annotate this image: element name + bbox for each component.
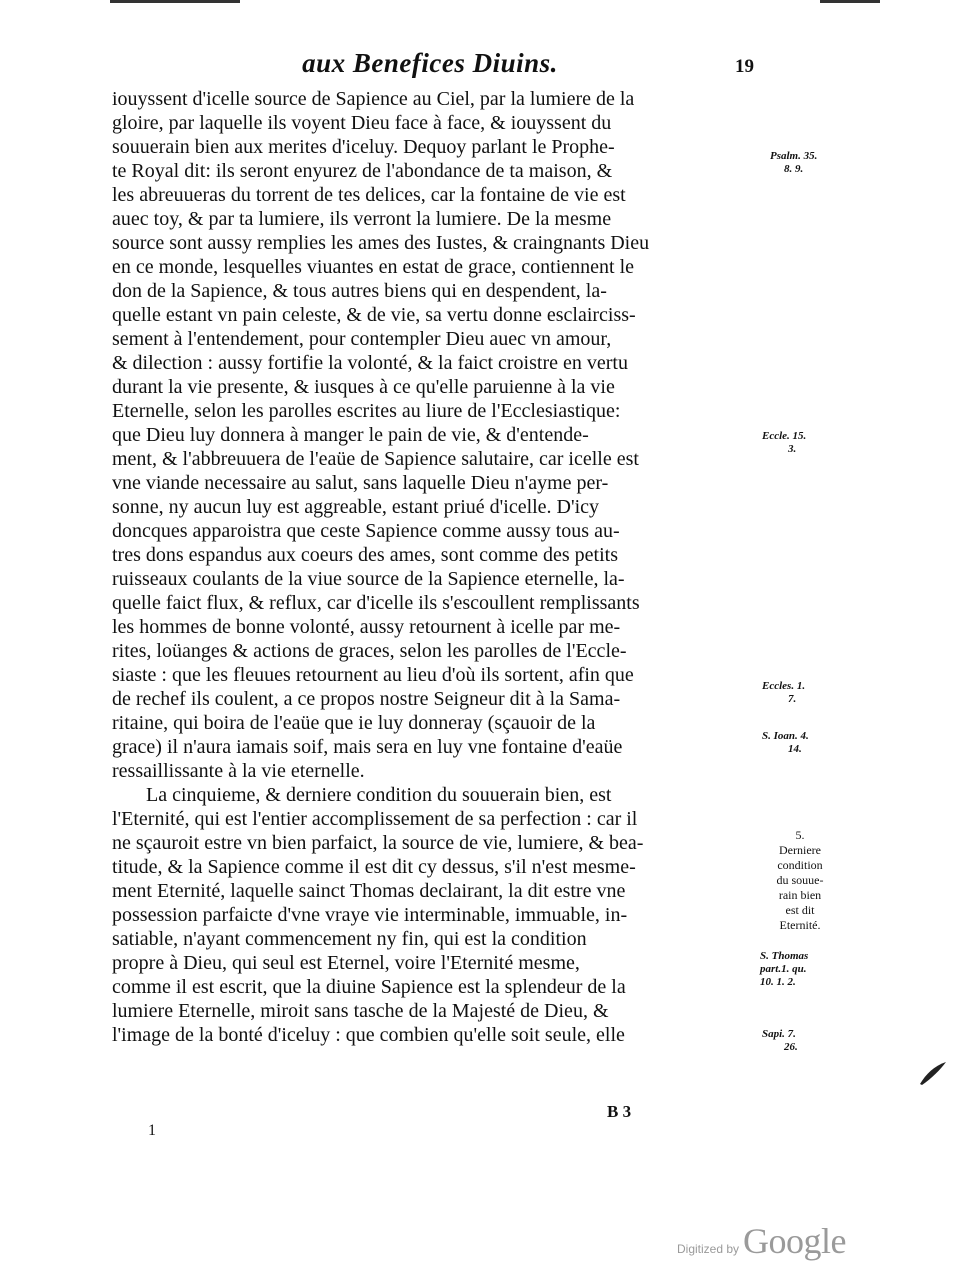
text-line: souuerain bien aux merites d'iceluy. Dequoy parlant le Prophe- (112, 136, 615, 158)
text-line: satiable, n'ayant commencement ny fin, qui est la condition (112, 928, 587, 950)
margin-ref-ecclesiasticus: Eccle. 15. 3. (762, 430, 807, 455)
margin-note-fifth-condition: 5. Derniere condition du souue- rain bien est dit Eternité. (760, 828, 840, 933)
watermark-prefix: Digitized by (677, 1242, 740, 1256)
ink-blot-icon (918, 1060, 948, 1086)
text-line: & dilection : aussy fortifie la volonté, & la faict croistre en vertu (112, 352, 628, 374)
text-line: ruisseaux coulants de la viue source de la Sapience eternelle, la- (112, 568, 625, 590)
margin-ref-aquinas: S. Thomas part.1. qu. 10. 1. 2. (760, 950, 809, 988)
text-line: l'image de la bonté d'iceluy : que combien qu'elle soit seule, elle (112, 1024, 625, 1046)
text-line: te Royal dit: ils seront enyurez de l'abondance de ta maison, & (112, 160, 613, 182)
text-line: en ce monde, lesquelles viuantes en estat de grace, contiennent le (112, 256, 635, 278)
text-line: ment, & l'abbreuuera de l'eaüe de Sapience salutaire, car icelle est (112, 448, 639, 470)
text-line: propre à Dieu, qui seul est Eternel, voire l'Eternité mesme, (112, 952, 580, 974)
text-line: rites, loüanges & actions de graces, selon les parolles de l'Eccle- (112, 640, 627, 662)
text-line: quelle faict flux, & reflux, car d'icelle ils s'escoullent remplissants (112, 592, 640, 614)
text-line: lumiere Eternelle, miroit sans tasche de la Majesté de Dieu, & (112, 1000, 609, 1022)
text-line: ne sçauroit estre vn bien parfaict, la source de vie, lumiere, & bea- (112, 832, 644, 854)
text-line: les hommes de bonne volonté, aussy retournent à icelle par me- (112, 616, 621, 638)
margin-ref-psalm: Psalm. 35. 8. 9. (770, 150, 818, 175)
text-line: doncques apparoistra que ceste Sapience comme aussy tous au- (112, 520, 620, 542)
text-line: source sont aussy remplies les ames des Iustes, & craingnants Dieu (112, 232, 650, 254)
text-line: durant la vie presente, & iusques à ce qu'elle paruienne à la vie (112, 376, 615, 398)
margin-ref-ecclesiastes: Eccles. 1. 7. (762, 680, 806, 705)
signature-mark: B 3 (607, 1102, 632, 1121)
margin-note-number: 5. (795, 828, 805, 842)
margin-ref-wisdom: Sapi. 7. 26. (762, 1028, 798, 1053)
text-line: gloire, par laquelle ils voyent Dieu face à face, & iouyssent du (112, 112, 612, 134)
text-line: Eternelle, selon les parolles escrites au liure de l'Ecclesiastique: (112, 400, 621, 422)
digitized-watermark (677, 1220, 846, 1262)
text-line: ment Eternité, laquelle sainct Thomas declairant, la dit estre vne (112, 880, 626, 902)
text-line: quelle estant vn pain celeste, & de vie, sa vertu donne esclairciss- (112, 304, 636, 326)
page-number: 19 (735, 56, 754, 77)
text-line: que Dieu luy donnera à manger le pain de vie, & d'entende- (112, 424, 589, 446)
paragraph-start-line: La cinquieme, & derniere condition du souuerain bien, est (146, 784, 612, 806)
text-line: possession parfaicte d'vne vraye vie interminable, immuable, in- (112, 904, 628, 926)
text-line: tres dons espandus aux coeurs des ames, sont comme des petits (112, 544, 619, 566)
text-line: sement à l'entendement, pour contempler Dieu auec vn amour, (112, 328, 612, 350)
google-logo: Google (743, 1221, 847, 1261)
text-line: ressaillissante à la vie eternelle. (112, 760, 365, 782)
cropped-previous-line (0, 0, 967, 6)
text-line: les abreuueras du torrent de tes delices, car la fontaine de vie est (112, 184, 626, 206)
text-line: siaste : que les fleuues retournent au lieu d'où ils sortent, afin que (112, 664, 634, 686)
body-text (112, 87, 757, 1047)
stray-mark: 1 (148, 1122, 156, 1139)
text-line: sonne, ny aucun luy est aggreable, estant priué d'icelle. D'icy (112, 496, 600, 518)
text-line: grace) il n'aura iamais soif, mais sera en luy vne fontaine d'eaüe (112, 736, 623, 758)
text-line: iouyssent d'icelle source de Sapience au Ciel, par la lumiere de la (112, 88, 635, 110)
text-line: ritaine, qui boira de l'eaüe que ie luy donneray (sçauoir de la (112, 712, 596, 734)
running-title: aux Benefices Diuins. (302, 48, 558, 78)
text-line: de rechef ils coulent, a ce propos nostre Seigneur dit à la Sama- (112, 688, 621, 710)
text-line: comme il est escrit, que la diuine Sapience est la splendeur de la (112, 976, 626, 998)
margin-ref-john: S. Ioan. 4. 14. (762, 730, 809, 755)
text-line: vne viande necessaire au salut, sans laquelle Dieu n'ayme per- (112, 472, 609, 494)
text-line: don de la Sapience, & tous autres biens qui en despendent, la- (112, 280, 607, 302)
text-line: auec toy, & par ta lumiere, ils verront la lumiere. De la mesme (112, 208, 612, 230)
text-line: titude, & la Sapience comme il est dit cy dessus, s'il n'est mesme- (112, 856, 636, 878)
text-line: l'Eternité, qui est l'entier accomplissement de sa perfection : car il (112, 808, 638, 830)
